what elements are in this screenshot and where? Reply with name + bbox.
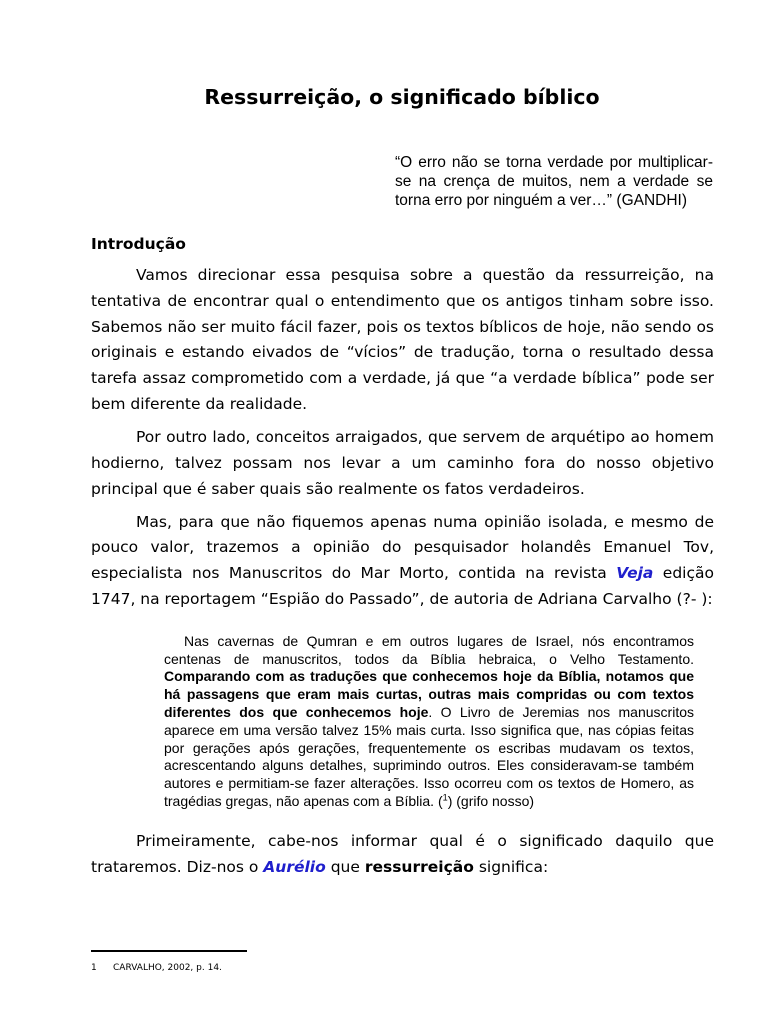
- paragraph-4-text: Primeiramente, cabe-nos informar qual é o significado daquilo que trataremos. Diz-nos o: [91, 831, 714, 876]
- footnote-reference: 1: [442, 792, 448, 803]
- defined-term: ressurreição: [364, 857, 474, 876]
- paragraph-1: Vamos direcionar essa pesquisa sobre a questão da ressurreição, na tentativa de encontrar qual o entendimento que os antigos tinham sobre isso. Sabemos não ser muito fácil fazer, pois os textos bíblicos de hoje, não sendo os originais e estando eivados de “vícios” de tradução, torna o resultado dessa tarefa assaz comprometido com a verdade, já que “a verdade bíblica” pode ser bem diferente da realidade.: [91, 266, 714, 413]
- paragraph-3-text: Mas, para que não fiquemos apenas numa opinião isolada, e mesmo de pouco valor, trazemos a opinião do pesquisador holandês Emanuel Tov, especialista nos Manuscritos do Mar Morto, contida na revista: [91, 512, 714, 583]
- block-quote: [164, 633, 694, 811]
- aurelio-link[interactable]: Aurélio: [263, 857, 326, 876]
- footnote: [91, 962, 222, 974]
- quote-text-start: Nas cavernas de Qumran e em outros lugares de Israel, nós encontramos centenas de manuscritos, todos da Bíblia hebraica, o Velho Testamento.: [164, 632, 694, 667]
- author-dates: (?- ):: [676, 589, 713, 608]
- paragraph-3-text-continued: edição 1747, na reportagem “Espião do Passado”, de autoria de Adriana Carvalho: [91, 564, 714, 608]
- footnote-text: CARVALHO, 2002, p. 14.: [113, 963, 222, 973]
- quote-text-end: . O Livro de Jeremias nos manuscritos aparece em uma versão talvez 15% mais curta. Isso significa que, nas cópias feitas por gerações após gerações, frequentemente os escribas mudavam os textos, acrescentando alguns detalhes, suprimindo outros. Eles consideravam-se também autores e permitiam-se fazer alterações. Isso ocorreu com os textos de Homero, as tragédias gregas, não apenas com a Bíblia. (: [164, 703, 694, 809]
- paragraph-4: [91, 829, 714, 881]
- paragraph-2: Por outro lado, conceitos arraigados, que servem de arquétipo ao homem hodierno, talvez possam nos levar a um caminho fora do nosso objetivo principal que é saber quais são realmente os fatos verdadeiros.: [91, 427, 714, 498]
- epigraph-quote: “O erro não se torna verdade por multiplicar-se na crença de muitos, nem a verdade se torna erro por ninguém a ver…” (GANDHI): [395, 154, 713, 209]
- section-heading: Introdução: [91, 235, 186, 253]
- body-text: [91, 263, 714, 887]
- paragraph-3: [91, 510, 714, 613]
- paragraph-4-text-end: significa:: [473, 857, 549, 876]
- paragraph-4-text-middle: que: [325, 857, 365, 876]
- veja-link[interactable]: Veja: [616, 564, 654, 583]
- footnote-number: 1: [91, 963, 97, 973]
- quote-emphasis: Comparando com as traduções que conhecemos hoje da Bíblia, notamos que há passagens que eram mais curtas, outras mais compridas ou com textos diferentes dos que conhecemos hoje: [164, 668, 694, 720]
- footnote-separator: [91, 950, 247, 952]
- document-title: Ressurreição, o significado bíblico: [204, 85, 600, 109]
- quote-text-close: ) (grifo nosso): [447, 792, 535, 809]
